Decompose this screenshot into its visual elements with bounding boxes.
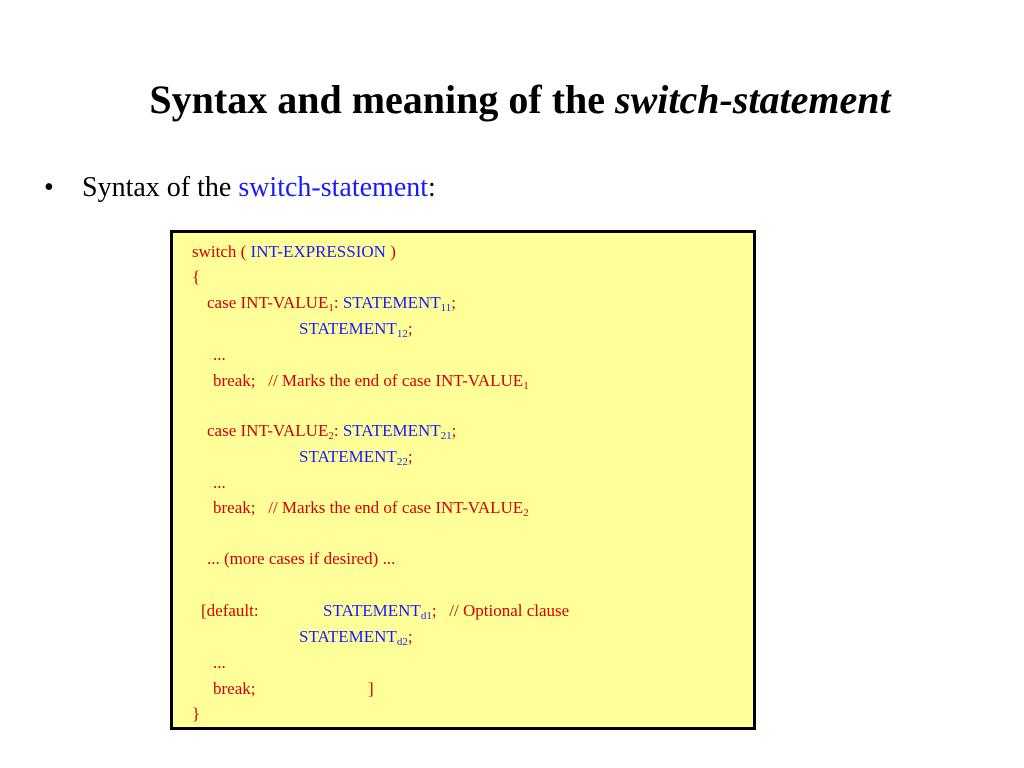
close-paren: ) — [390, 242, 396, 261]
statement-12-semicolon: ; — [407, 319, 413, 338]
case2-colon: : — [333, 421, 339, 440]
break2-keyword: break; — [213, 498, 256, 517]
bullet-item — [44, 170, 436, 206]
comment1-text: // Marks the end of case INT-VALUE — [268, 371, 524, 390]
comment1-subscript: 1 — [523, 380, 529, 392]
statement-d1: STATEMENT — [323, 601, 421, 620]
code-line-statement22 — [299, 447, 413, 467]
code-line-break2 — [213, 498, 529, 518]
code-line-statement-d1 — [323, 601, 569, 621]
code-line-break3: break; — [213, 679, 256, 698]
statement-22-semicolon: ; — [407, 447, 413, 466]
case1-subscript: 1 — [328, 302, 334, 314]
statement-11-subscript: 11 — [440, 302, 452, 314]
statement-12-subscript: 12 — [396, 328, 408, 340]
int-expression-placeholder: INT-EXPRESSION — [250, 242, 386, 261]
code-line-ellipsis1: ... — [213, 345, 226, 364]
code-line-break1 — [213, 371, 529, 391]
statement-22: STATEMENT — [299, 447, 397, 466]
statement-11-semicolon: ; — [451, 293, 456, 312]
statement-d2: STATEMENT — [299, 627, 397, 646]
code-line-statement12 — [299, 319, 413, 339]
optional-clause-comment: // Optional clause — [449, 601, 570, 620]
comment2-subscript: 2 — [523, 507, 529, 519]
title-emphasis-text: switch-statement — [615, 77, 891, 122]
code-line-ellipsis3: ... — [213, 653, 226, 672]
code-line-ellipsis2: ... — [213, 473, 226, 492]
slide-title — [0, 74, 1024, 126]
bullet-prefix-text: Syntax of the — [82, 172, 239, 203]
statement-21-semicolon: ; — [451, 421, 457, 440]
statement-21-subscript: 21 — [440, 430, 452, 442]
code-line-more-cases: ... (more cases if desired) ... — [207, 549, 396, 568]
case1-colon: : — [333, 293, 339, 312]
bullet-dot-icon: • — [44, 172, 54, 203]
code-line-case2 — [207, 421, 456, 441]
statement-d2-subscript: d2 — [396, 636, 408, 648]
statement-11: STATEMENT — [342, 293, 441, 312]
bullet-suffix-text: : — [428, 172, 436, 203]
default-keyword: [default: — [201, 601, 259, 620]
statement-21: STATEMENT — [342, 421, 441, 440]
case1-keyword: case INT-VALUE — [207, 293, 329, 312]
statement-d1-subscript: d1 — [420, 610, 432, 622]
code-line-statement-d2 — [299, 627, 413, 647]
switch-keyword: switch ( — [192, 242, 247, 261]
code-line-switch — [192, 242, 396, 262]
code-line-close-brace: } — [192, 704, 201, 723]
comment2-text: // Marks the end of case INT-VALUE — [268, 498, 524, 517]
statement-d1-semicolon: ; — [431, 601, 437, 620]
break1-keyword: break; — [213, 371, 256, 390]
statement-d2-semicolon: ; — [407, 627, 413, 646]
statement-22-subscript: 22 — [396, 456, 408, 468]
code-line-open-brace: { — [192, 267, 201, 286]
code-syntax-box — [170, 230, 756, 730]
code-line-close-bracket: ] — [368, 679, 374, 698]
bullet-keyword-text: switch-statement — [238, 172, 429, 203]
code-line-default — [201, 601, 259, 621]
case2-keyword: case INT-VALUE — [207, 421, 329, 440]
title-main-text: Syntax and meaning of the — [149, 77, 616, 122]
case2-subscript: 2 — [328, 430, 334, 442]
statement-12: STATEMENT — [299, 319, 397, 338]
code-line-case1 — [207, 293, 456, 313]
